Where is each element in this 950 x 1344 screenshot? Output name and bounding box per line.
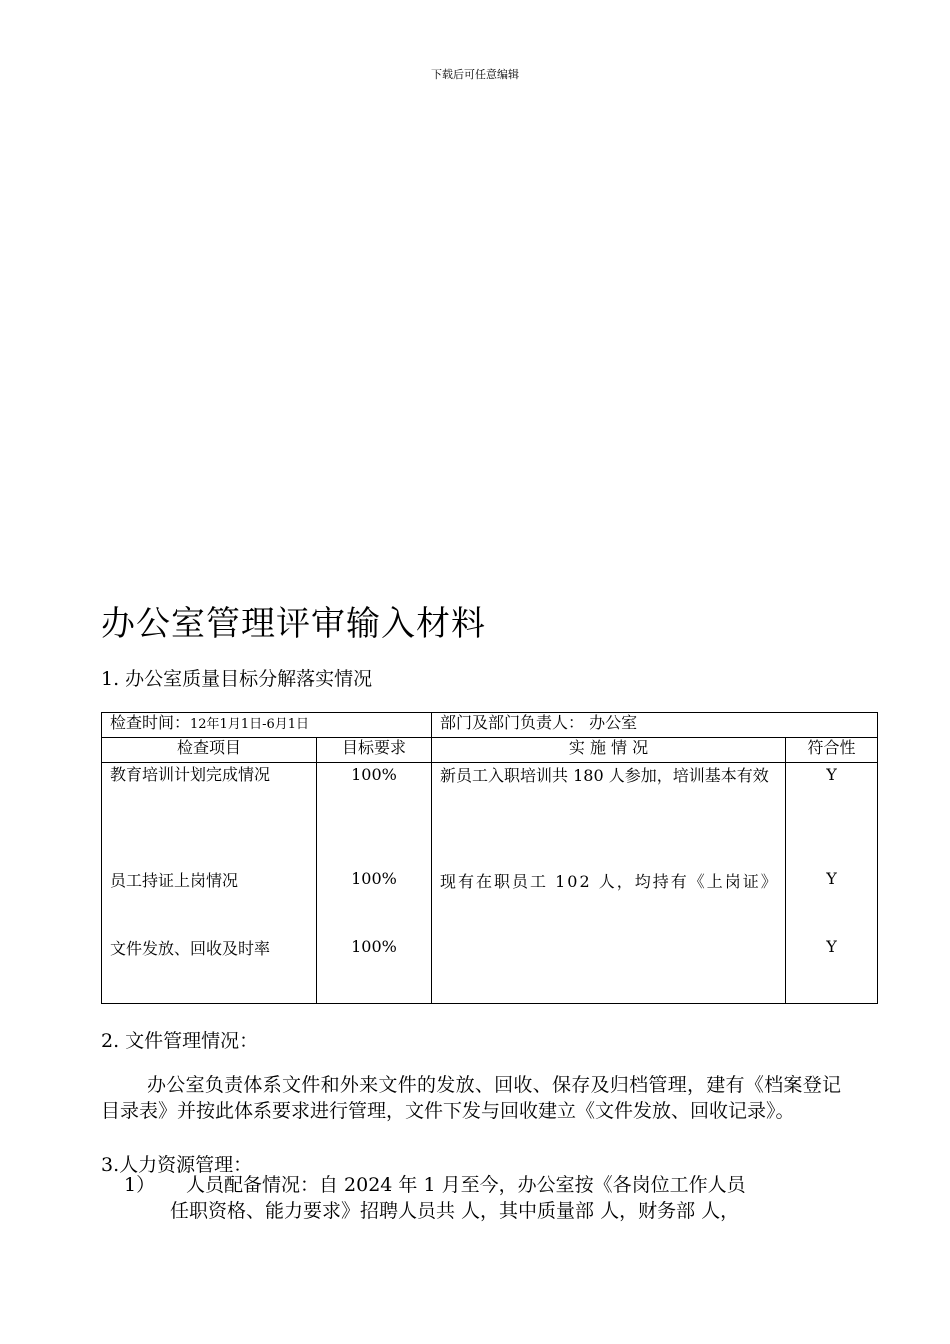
detail-column — [432, 763, 786, 1004]
section-3-heading: 3.人力资源管理： — [101, 1154, 253, 1176]
column-header-item: 检查项目 — [102, 738, 317, 763]
row-3-conformity: Y — [826, 937, 837, 956]
header-note: 下载后可任意编辑 — [431, 68, 519, 81]
table-header-info-row — [102, 713, 878, 738]
item-1-line-1 — [124, 1172, 864, 1198]
column-header-conformity: 符合性 — [786, 738, 878, 763]
department-value: 办公室 — [589, 713, 638, 732]
item-column — [102, 763, 317, 1004]
row-2-target: 100% — [351, 869, 397, 888]
check-time-value: 12年1月1日-6月1日 — [190, 717, 310, 732]
item-1-text-line-2: 任职资格、能力要求》招聘人员共 人，其中质量部 人，财务部 人， — [170, 1200, 740, 1222]
quality-target-table — [101, 712, 878, 1004]
row-1-conformity: Y — [826, 765, 837, 784]
row-3-target: 100% — [351, 937, 397, 956]
department-label: 部门及部门负责人： — [440, 713, 585, 732]
row-2-item: 员工持证上岗情况 — [110, 871, 239, 890]
section-1-heading: 1. 办公室质量目标分解落实情况 — [101, 668, 373, 690]
check-time-label: 检查时间： — [110, 713, 191, 732]
table-column-header-row — [102, 738, 878, 763]
section-2-heading: 2. 文件管理情况： — [101, 1030, 259, 1052]
section-3-item-1 — [124, 1172, 864, 1224]
department-cell — [432, 713, 878, 738]
row-2-conformity: Y — [826, 869, 837, 888]
row-1-detail: 新员工入职培训共 180 人参加，培训基本有效 — [440, 766, 769, 785]
conformity-column — [786, 763, 878, 1004]
item-1-text-line-1: 人员配备情况：自 2024 年 1 月至今，办公室按《各岗位工作人员 — [186, 1174, 746, 1196]
row-1-item: 教育培训计划完成情况 — [110, 765, 271, 784]
section-2-paragraph: 办公室负责体系文件和外来文件的发放、回收、保存及归档管理，建有《档案登记目录表》并按此体系要求进行管理，文件下发与回收建立《文件发放、回收记录》。 — [101, 1074, 841, 1122]
row-1-target: 100% — [351, 765, 397, 784]
item-1-number: 1） — [124, 1174, 156, 1196]
column-header-detail: 实 施 情 况 — [432, 738, 786, 763]
row-2-detail: 现有在职员工 102 人，均持有《上岗证》 — [440, 872, 779, 891]
column-header-target: 目标要求 — [317, 738, 432, 763]
document-title: 办公室管理评审输入材料 — [101, 604, 486, 644]
check-time-cell — [102, 713, 432, 738]
target-column — [317, 763, 432, 1004]
table-body-row — [102, 763, 878, 1004]
row-3-item: 文件发放、回收及时率 — [110, 939, 271, 958]
